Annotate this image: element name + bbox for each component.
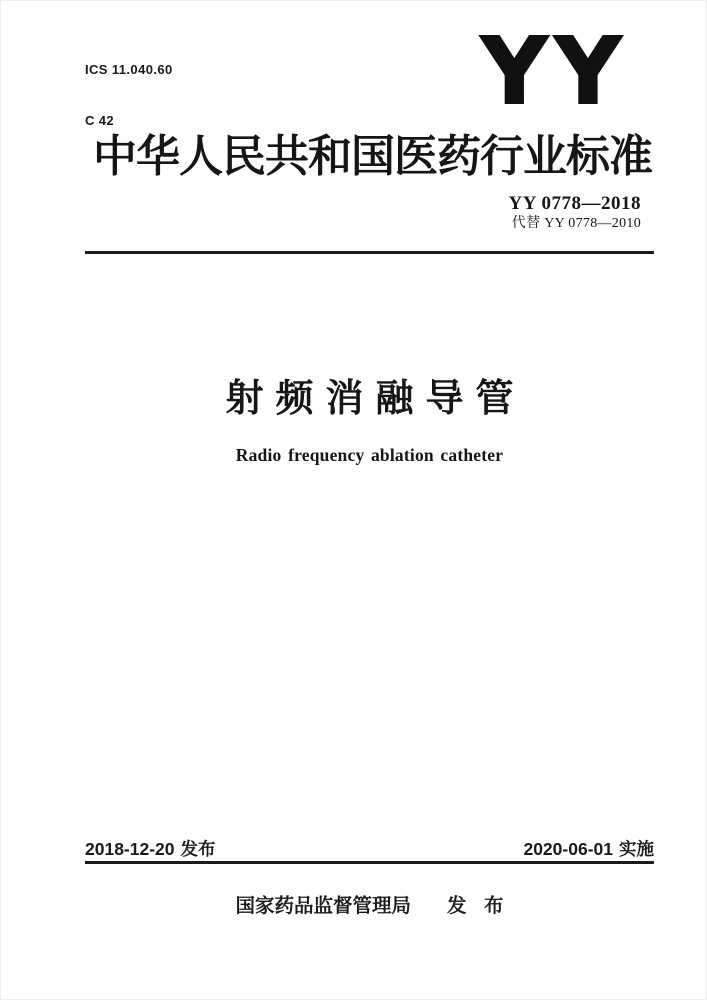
issue-date: 2018-12-20 [85,839,175,859]
standard-category-title: 中华人民共和国医药行业标准 [93,132,652,181]
implementation-date-group [523,839,654,859]
publisher-name: 国家药品监督管理局 [235,895,412,917]
implementation-date: 2020-06-01 [523,839,613,859]
standard-number: YY 0778—2018 [508,193,641,214]
yy-standard-logo: YY [481,18,629,125]
issue-date-label: 发布 [180,839,216,859]
replaces-note: 代替 YY 0778—2010 [511,216,641,231]
release-label: 发 布 [447,895,504,917]
header-divider-rule [85,251,654,254]
publisher-row [85,894,654,918]
implementation-date-label: 实施 [619,839,654,859]
ics-code: ICS 11.040.60 [85,62,173,77]
document-title-en: Radio frequency ablation catheter [235,445,504,465]
dates-row [85,839,654,859]
standard-number-block [509,193,642,233]
issue-date-group [85,839,216,859]
ics-class-code: C 42 [85,113,115,128]
footer-divider-rule [85,861,654,864]
document-title-zh: 射频消融导管 [225,378,526,420]
